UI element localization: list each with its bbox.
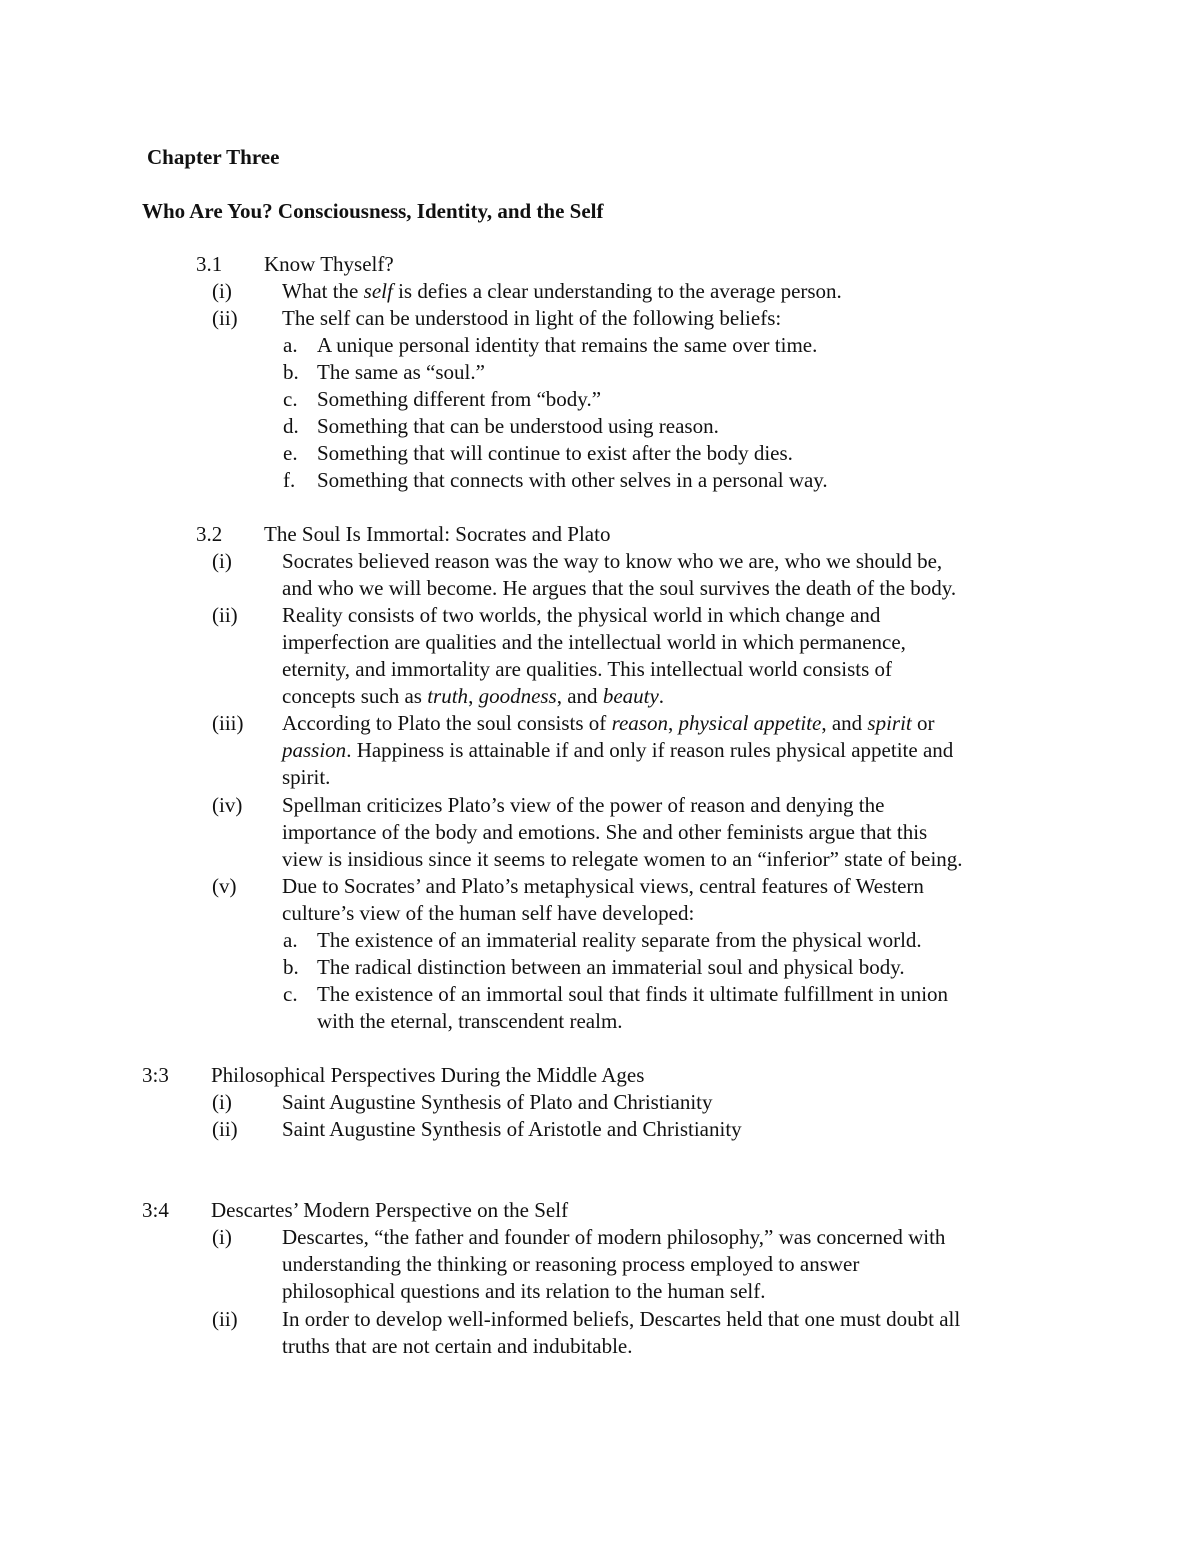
list-item-text: truths that are not certain and indubitable. [282, 1334, 633, 1358]
sub-list-item: The existence of an immaterial reality separate from the physical world. [317, 928, 922, 952]
list-item-text: concepts such as truth, goodness, and beauty. [282, 684, 665, 708]
section-title: The Soul Is Immortal: Socrates and Plato [264, 522, 611, 546]
list-marker: (ii) [212, 1117, 238, 1141]
section-number: 3.2 [196, 522, 223, 546]
sub-list-marker: b. [283, 955, 299, 979]
sub-list-marker: f. [283, 468, 296, 492]
list-item-text: Saint Augustine Synthesis of Aristotle and Christianity [282, 1117, 742, 1141]
list-marker: (i) [212, 279, 232, 303]
sub-list-item: Something that connects with other selves in a personal way. [317, 468, 828, 492]
sub-list-item: The same as “soul.” [317, 360, 485, 384]
section-title: Descartes’ Modern Perspective on the Self [211, 1198, 569, 1222]
sub-list-marker: d. [283, 414, 299, 438]
list-marker: (iii) [212, 711, 244, 735]
list-item-text: and who we will become. He argues that the soul survives the death of the body. [282, 576, 957, 600]
section-title: Know Thyself? [264, 252, 394, 276]
section-number: 3:4 [142, 1198, 169, 1222]
list-item-text: Saint Augustine Synthesis of Plato and Christianity [282, 1090, 713, 1114]
sub-list-marker: e. [283, 441, 298, 465]
list-item-text: In order to develop well-informed beliefs, Descartes held that one must doubt all [282, 1307, 961, 1331]
sub-list-item: with the eternal, transcendent realm. [317, 1009, 623, 1033]
list-marker: (i) [212, 549, 232, 573]
sub-list-item: Something that can be understood using reason. [317, 414, 719, 438]
list-item-text: The self can be understood in light of the following beliefs: [282, 306, 782, 330]
sub-list-item: The existence of an immortal soul that finds it ultimate fulfillment in union [317, 982, 949, 1006]
list-item-text: spirit. [282, 765, 331, 789]
list-item-text: understanding the thinking or reasoning process employed to answer [282, 1252, 860, 1276]
list-item-text: culture’s view of the human self have developed: [282, 901, 695, 925]
list-marker: (v) [212, 874, 237, 898]
sub-list-item: The radical distinction between an immaterial soul and physical body. [317, 955, 905, 979]
sub-list-marker: a. [283, 333, 298, 357]
list-marker: (ii) [212, 603, 238, 627]
sub-list-marker: b. [283, 360, 299, 384]
list-item-text: Spellman criticizes Plato’s view of the power of reason and denying the [282, 793, 885, 817]
list-marker: (i) [212, 1225, 232, 1249]
list-item-text: importance of the body and emotions. She and other feminists argue that this [282, 820, 928, 844]
sub-list-item: A unique personal identity that remains the same over time. [317, 333, 818, 357]
sub-list-marker: a. [283, 928, 298, 952]
list-marker: (i) [212, 1090, 232, 1114]
list-marker: (ii) [212, 306, 238, 330]
list-item-text: Socrates believed reason was the way to know who we are, who we should be, [282, 549, 943, 573]
section-number: 3.1 [196, 252, 223, 276]
list-item-text: passion. Happiness is attainable if and only if reason rules physical appetite and [282, 738, 954, 762]
list-item-text: Reality consists of two worlds, the physical world in which change and [282, 603, 881, 627]
sub-list-item: Something that will continue to exist after the body dies. [317, 441, 793, 465]
sub-list-item: Something different from “body.” [317, 387, 602, 411]
section-number: 3:3 [142, 1063, 169, 1087]
list-item-text: philosophical questions and its relation to the human self. [282, 1279, 766, 1303]
sub-list-marker: c. [283, 387, 298, 411]
list-item-text: Descartes, “the father and founder of modern philosophy,” was concerned with [282, 1225, 946, 1249]
list-item-text: What the self is defies a clear understanding to the average person. [282, 279, 842, 303]
list-item-text: Due to Socrates’ and Plato’s metaphysical views, central features of Western [282, 874, 924, 898]
list-item-text: eternity, and immortality are qualities. This intellectual world consists of [282, 657, 893, 681]
list-item-text: According to Plato the soul consists of reason, physical appetite, and spirit or [282, 711, 935, 735]
section-title: Philosophical Perspectives During the Middle Ages [211, 1063, 645, 1087]
list-item-text: view is insidious since it seems to relegate women to an “inferior” state of being. [282, 847, 963, 871]
chapter-title: Chapter Three [147, 145, 280, 169]
list-marker: (ii) [212, 1307, 238, 1331]
list-marker: (iv) [212, 793, 243, 817]
sub-list-marker: c. [283, 982, 298, 1006]
list-item-text: imperfection are qualities and the intellectual world in which permanence, [282, 630, 906, 654]
chapter-subtitle: Who Are You? Consciousness, Identity, and the Self [142, 199, 604, 223]
